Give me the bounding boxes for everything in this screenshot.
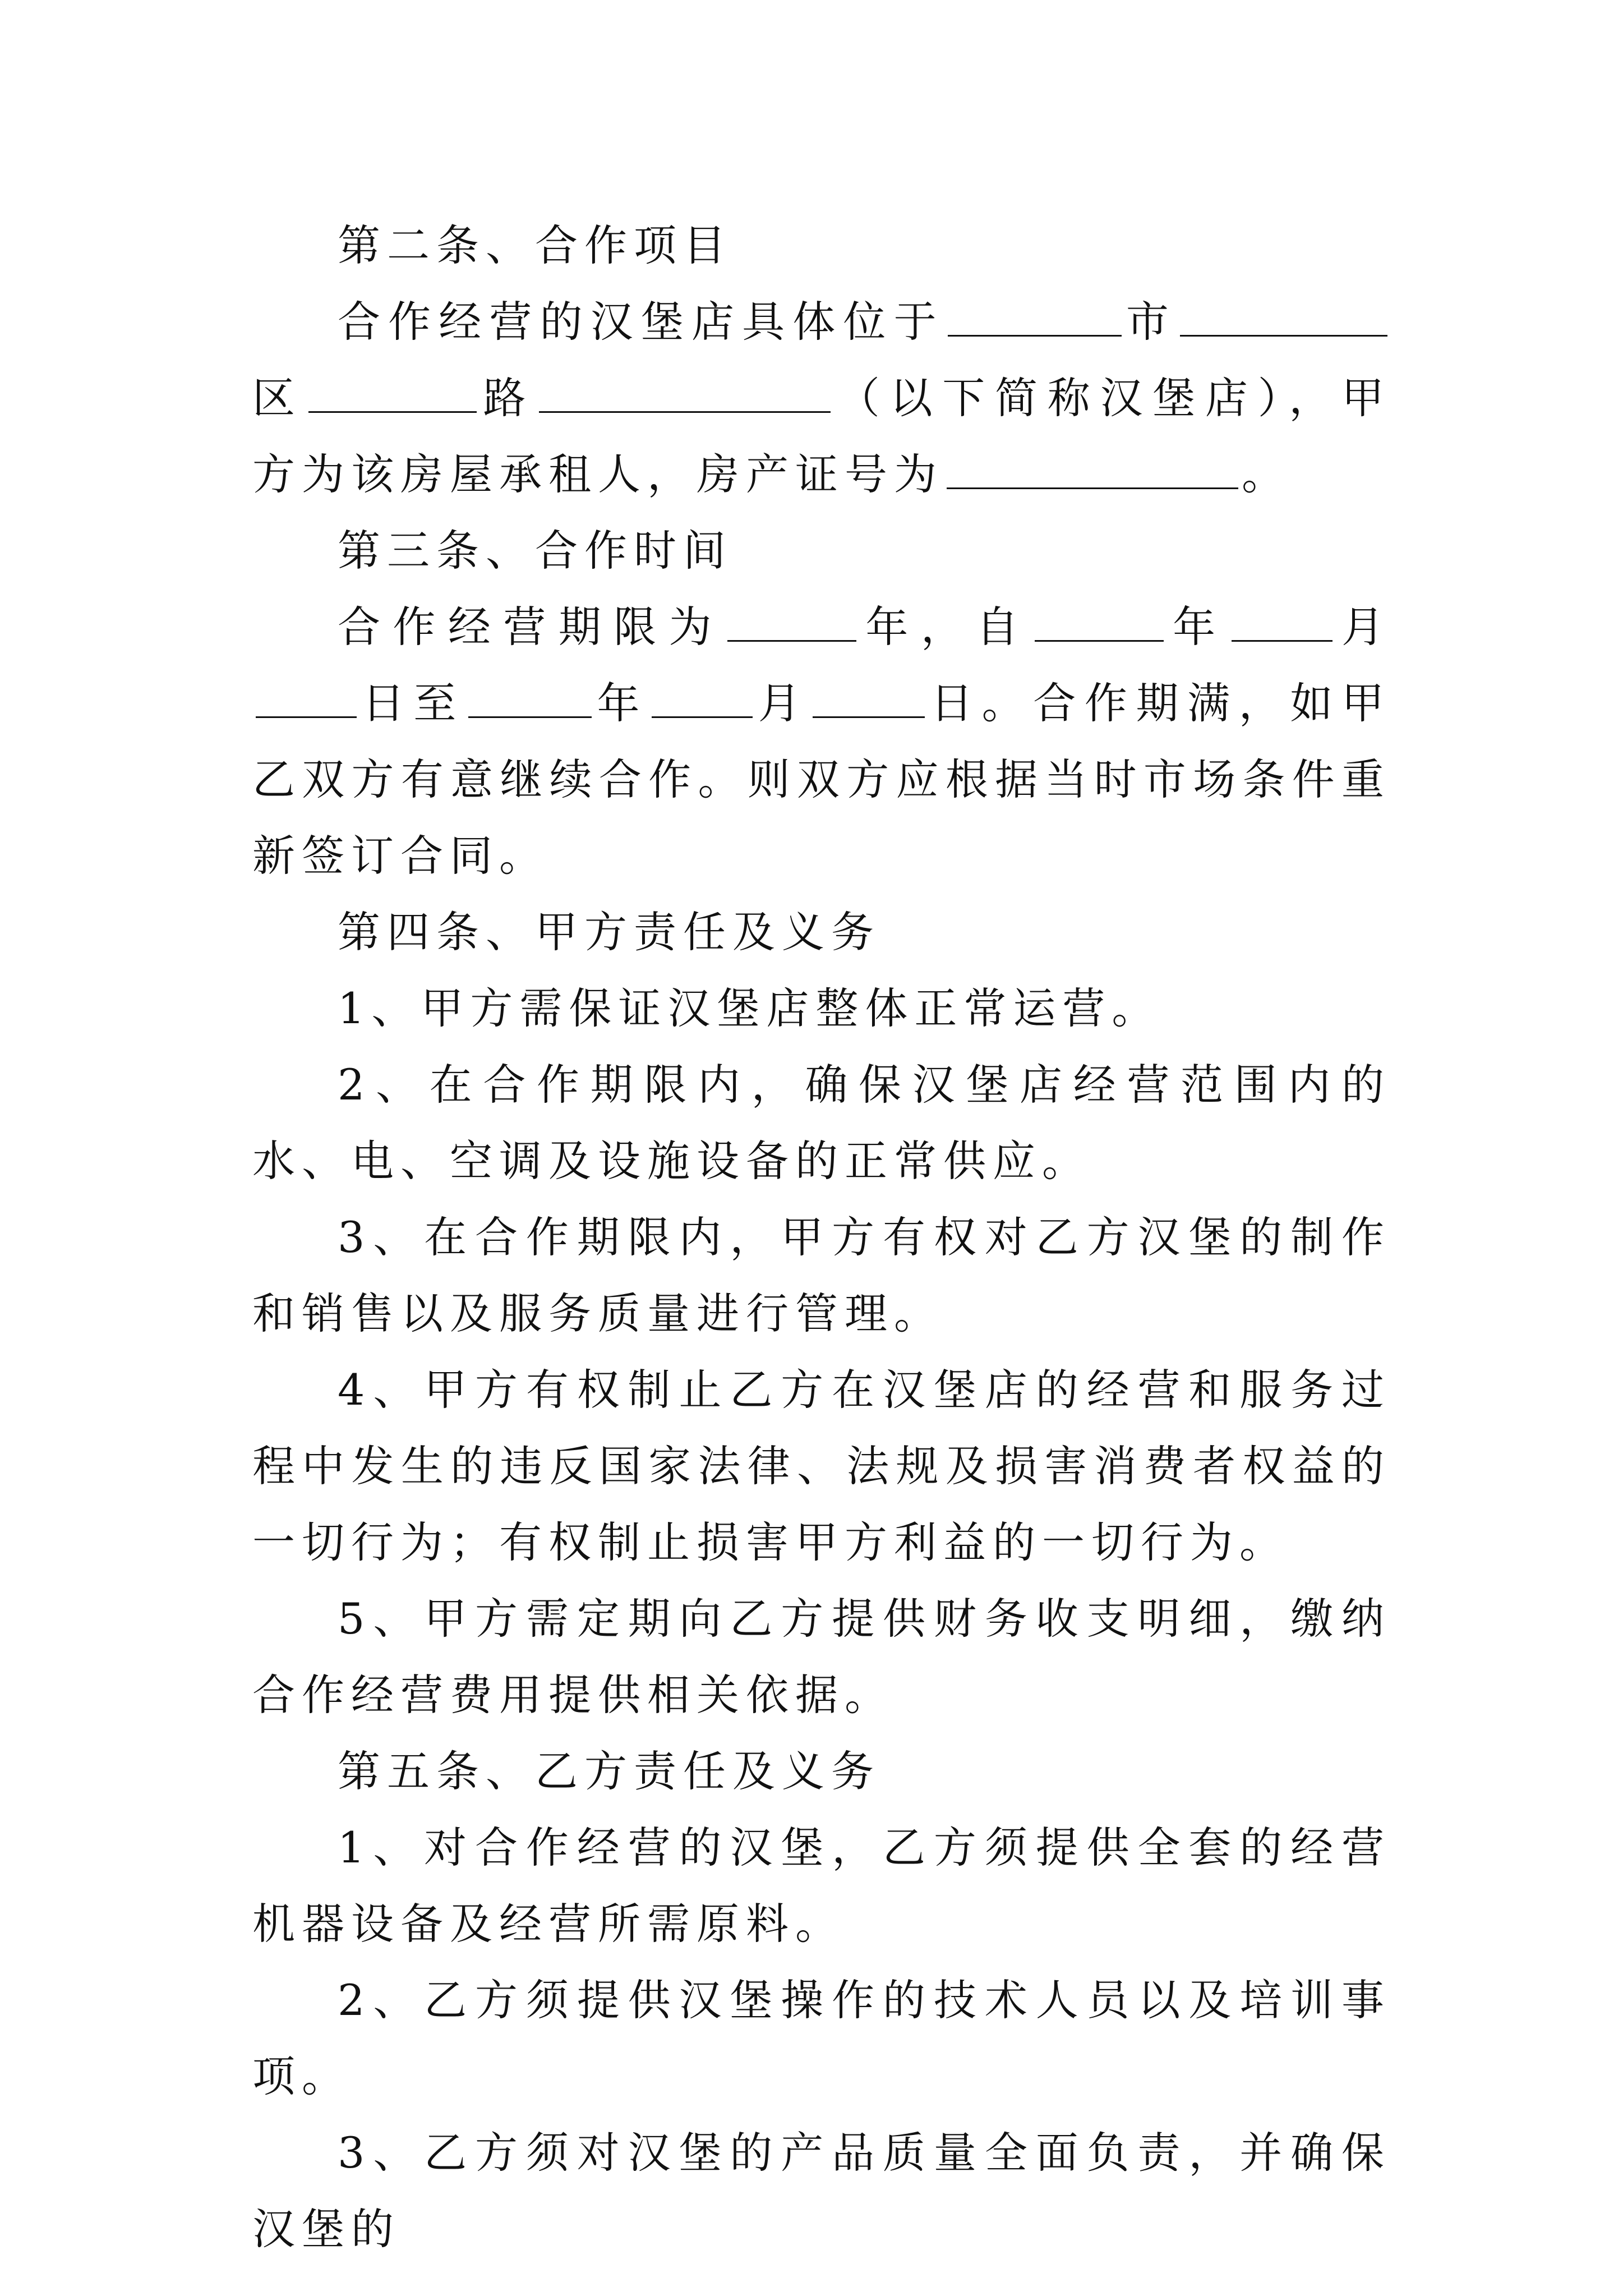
- article-4-heading: 第四条、甲方责任及义务: [338, 907, 880, 957]
- article-3-paragraph: [252, 589, 1391, 894]
- article-5-item: 2、乙方须提供汉堡操作的技术人员以及培训事项。: [252, 1975, 1391, 2101]
- article-4-item: 1、甲方需保证汉堡店整体正常运营。: [338, 983, 1161, 1033]
- article-2-text-d: 路: [479, 373, 536, 423]
- article-2-heading: 第二条、合作项目: [338, 220, 732, 270]
- start-day-blank[interactable]: [256, 677, 357, 718]
- article-3-text-h: 日。合作期满，如甲乙双方有意继续合作。则双方应根据当时市场条件重新签订合同。: [252, 678, 1391, 881]
- article-2-text-c: 区: [252, 373, 305, 423]
- end-month-blank[interactable]: [652, 677, 753, 718]
- road-name-blank[interactable]: [308, 372, 477, 413]
- article-2-text-e: （以下简称汉堡店），甲方为该房屋承租人，房产证号为: [252, 373, 1391, 499]
- road-number-blank[interactable]: [539, 372, 831, 413]
- end-day-blank[interactable]: [813, 677, 925, 718]
- article-3-text-c: 年: [1166, 602, 1228, 652]
- city-blank[interactable]: [948, 296, 1122, 337]
- start-year-blank[interactable]: [1035, 601, 1164, 642]
- article-5-item: 1、对合作经营的汉堡，乙方须提供全套的经营机器设备及经营所需原料。: [252, 1823, 1391, 1949]
- article-3-text-e: 日至: [360, 678, 465, 728]
- article-3-text-a: 合作经营期限为: [338, 602, 724, 652]
- article-5-item: 3、乙方须对汉堡的产品质量全面负责，并确保汉堡的: [252, 2128, 1391, 2254]
- article-3-heading: 第三条、合作时间: [338, 526, 732, 576]
- end-year-blank[interactable]: [468, 677, 592, 718]
- article-3-text-f: 年: [594, 678, 649, 728]
- article-4-item: 4、甲方有权制止乙方在汉堡店的经营和服务过程中发生的违反国家法律、法规及损害消费者权益的一切行为；有权制止损害甲方利益的一切行为。: [252, 1365, 1391, 1567]
- article-3-text-d: 月: [1335, 602, 1391, 652]
- article-4-item: 3、在合作期限内，甲方有权对乙方汉堡的制作和销售以及服务质量进行管理。: [252, 1212, 1391, 1338]
- article-2-text-f: 。: [1242, 449, 1291, 499]
- document-body: [252, 208, 1391, 2267]
- start-month-blank[interactable]: [1232, 601, 1332, 642]
- article-4-item: 2、在合作期限内，确保汉堡店经营范围内的水、电、空调及设施设备的正常供应。: [252, 1060, 1391, 1186]
- district-blank[interactable]: [1180, 296, 1387, 337]
- article-4-item: 5、甲方需定期向乙方提供财务收支明细，缴纳合作经营费用提供相关依据。: [252, 1594, 1391, 1720]
- article-3-text-g: 月: [756, 678, 810, 728]
- article-3-text-b: 年，自: [860, 602, 1031, 652]
- article-2-text-b: 市: [1124, 297, 1177, 347]
- article-2-paragraph: [252, 284, 1391, 513]
- article-2-text-a: 合作经营的汉堡店具体位于: [338, 297, 944, 347]
- article-5-heading: 第五条、乙方责任及义务: [338, 1746, 880, 1796]
- term-years-blank[interactable]: [727, 601, 856, 642]
- property-cert-blank[interactable]: [947, 448, 1238, 489]
